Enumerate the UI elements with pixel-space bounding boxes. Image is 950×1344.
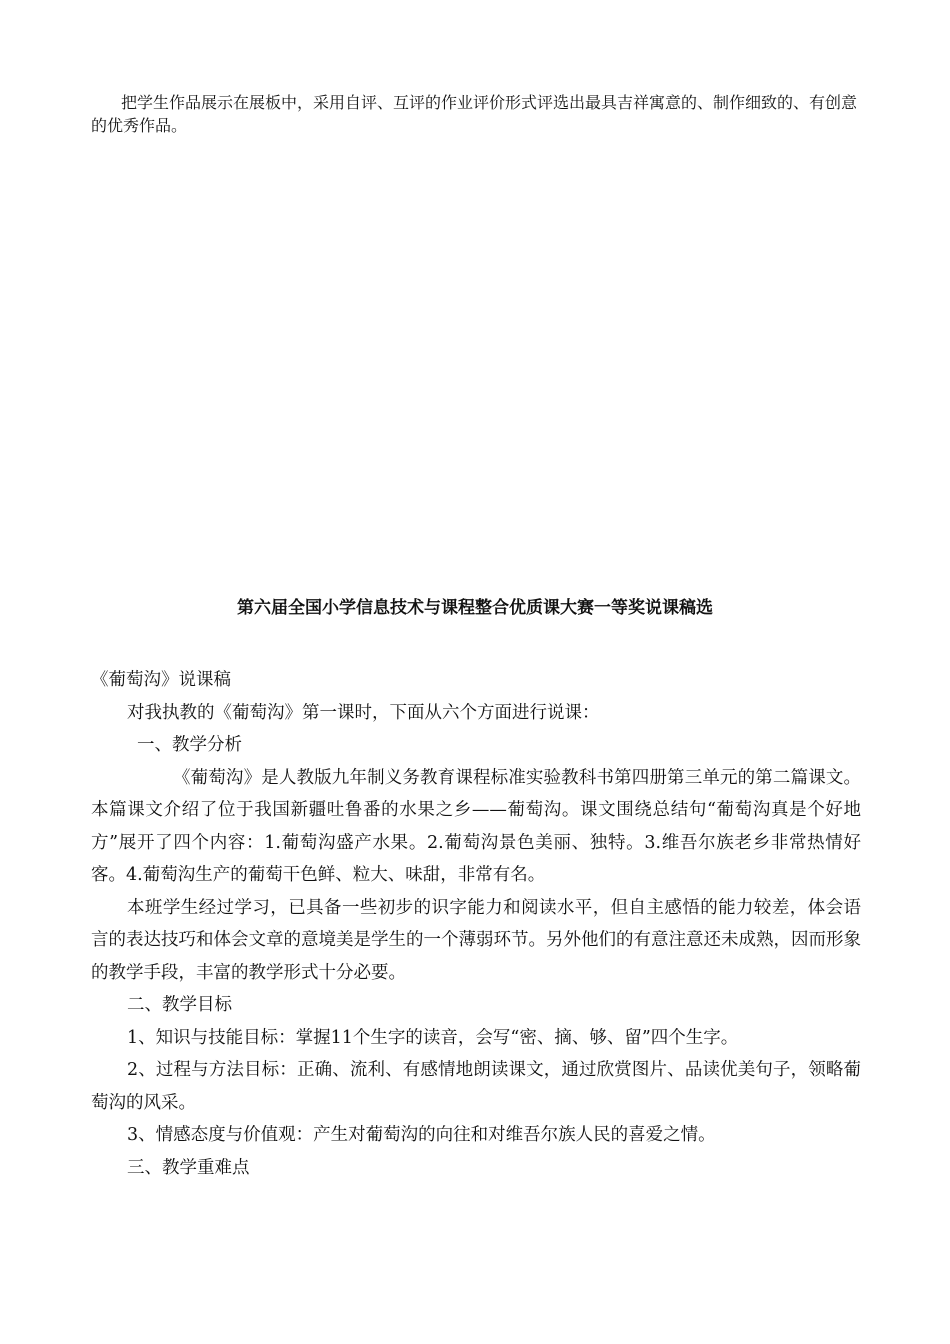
- section-heading-keypoints: 三、教学重难点: [127, 1157, 250, 1178]
- analysis-paragraph-1: 《葡萄沟》是人教版九年制义务教育课程标准实验教科书第四册第三单元的第二篇课文。本篇课文介绍了位于我国新疆吐鲁番的水果之乡——葡萄沟。课文围绕总结句“葡萄沟真是个好地方”展开了四个内容：1.葡萄沟盛产水果。2.葡萄沟景色美丽、独特。3.维吾尔族老乡非常热情好客。4.葡萄沟生产的葡萄干色鲜、粒大、味甜，非常有名。: [91, 767, 861, 885]
- analysis-paragraph-2: 本班学生经过学习，已具备一些初步的识字能力和阅读水平，但自主感悟的能力较差，体会语言的表达技巧和体会文章的意境美是学生的一个薄弱环节。另外他们的有意注意还未成熟，因而形象的教学手段，丰富的教学形式十分必要。: [91, 897, 861, 983]
- document-body: [91, 664, 861, 1184]
- goal-item-1: 1、知识与技能目标：掌握11个生字的读音，会写“密、摘、够、留”四个生字。: [127, 1027, 739, 1048]
- document-title: 第六届全国小学信息技术与课程整合优质课大赛一等奖说课稿选: [237, 598, 713, 618]
- section-heading-goals: 二、教学目标: [127, 995, 232, 1015]
- goal-item-3: 3、情感态度与价值观：产生对葡萄沟的向往和对维吾尔族人民的喜爱之情。: [127, 1125, 716, 1145]
- opening-paragraph: 对我执教的《葡萄沟》第一课时，下面从六个方面进行说课：: [127, 702, 600, 723]
- lesson-subtitle: 《葡萄沟》说课稿: [91, 670, 231, 690]
- section-heading-analysis: 一、教学分析: [137, 735, 242, 755]
- intro-paragraph: 把学生作品展示在展板中，采用自评、互评的作业评价形式评选出最具吉祥寓意的、制作细致的、有创意的优秀作品。: [91, 93, 858, 135]
- goal-item-2: 2、过程与方法目标：正确、流利、有感情地朗读课文，通过欣赏图片、品读优美句子，领略葡萄沟的风采。: [91, 1060, 861, 1113]
